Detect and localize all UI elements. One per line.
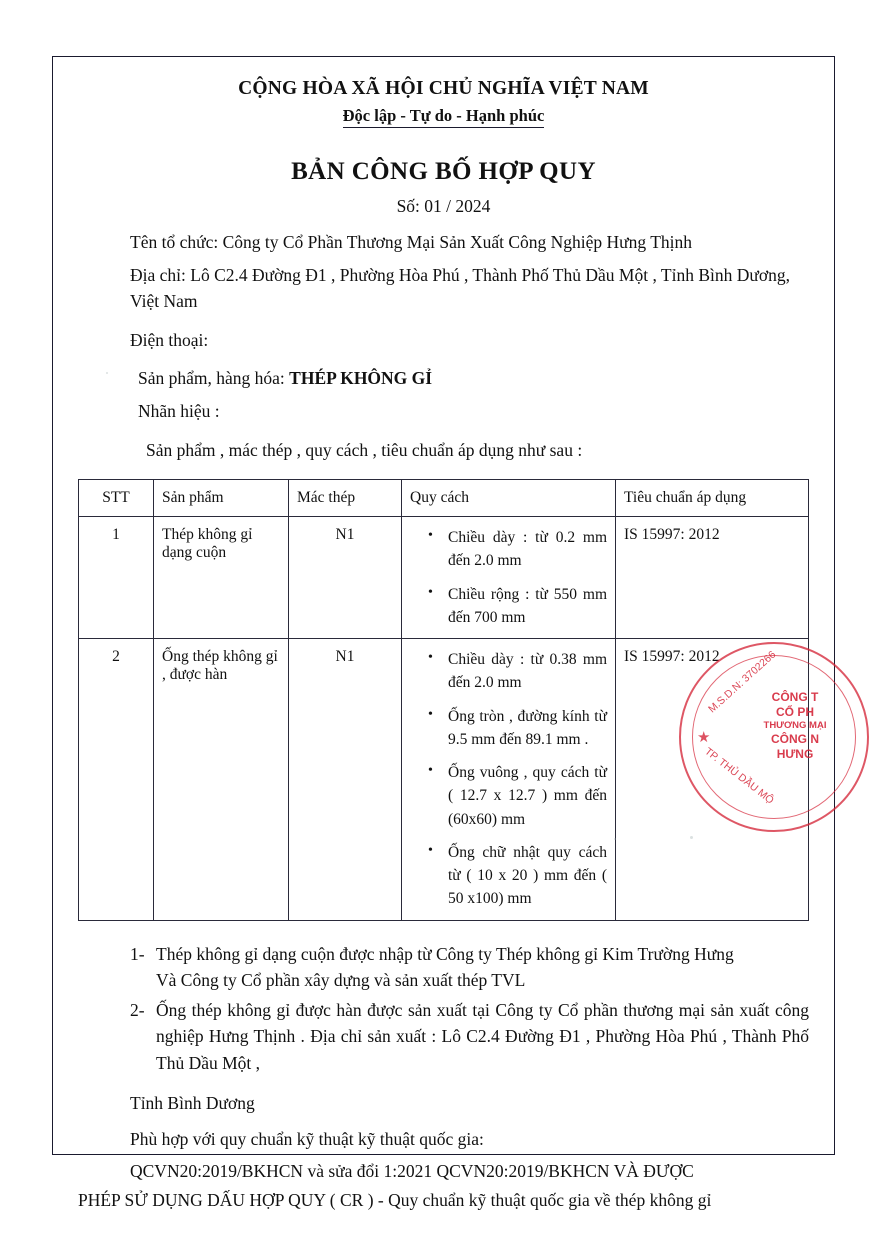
seal-line-4: CÔNG N (771, 731, 819, 746)
note-line: Và Công ty Cổ phần xây dựng và sản xuất thép TVL (156, 969, 526, 990)
org-name-line (78, 229, 809, 256)
brand-label: Nhãn hiệu : (138, 400, 220, 421)
document-title: BẢN CÔNG BỐ HỢP QUY (291, 158, 596, 185)
national-motto: Độc lập - Tự do - Hạnh phúc (343, 106, 545, 128)
spec-item: • Chiều rộng : từ 550 mm đến 700 mm (448, 583, 607, 630)
col-header-grade: Mác thép (289, 480, 402, 517)
footer-block (78, 1090, 809, 1213)
cell-grade: N1 (289, 517, 402, 639)
col-header-product: Sản phẩm (154, 480, 289, 517)
spec-item: • Chiều dày : từ 0.2 mm đến 2.0 mm (448, 526, 607, 573)
note-text (156, 941, 809, 994)
product-line (78, 365, 809, 392)
cell-grade: N1 (289, 639, 402, 921)
brand-line (78, 398, 809, 425)
cell-product: Ống thép không gỉ , được hàn (154, 639, 289, 921)
seal-line-1: CÔNG T (771, 690, 819, 704)
conformity-line-1: QCVN20:2019/BKHCN và sửa đổi 1:2021 QCVN20:2019/BKHCN VÀ ĐƯỢC (130, 1161, 694, 1182)
seal-registration-number: M.S.D.N: 3702266 (706, 648, 779, 716)
scan-speckle (690, 836, 693, 839)
header-block (78, 78, 809, 128)
cell-standard: IS 15997: 2012 (616, 517, 809, 639)
spec-intro: Sản phẩm , mác thép , quy cách , tiêu chuẩn áp dụng như sau : (146, 439, 583, 460)
note-item (78, 997, 809, 1076)
note-number: 2- (130, 1000, 145, 1021)
table-header-row (79, 480, 809, 517)
org-address-value: Lô C2.4 Đường Đ1 , Phường Hòa Phú , Thành Phố Thủ Dầu Một , Tỉnh Bình Dương, Việt Nam (130, 264, 790, 312)
col-header-stt: STT (79, 480, 154, 517)
national-title: CỘNG HÒA XÃ HỘI CHỦ NGHĨA VIỆT NAM (238, 78, 649, 99)
org-address-label: Địa chỉ: (130, 264, 191, 285)
note-line: Thép không gỉ dạng cuộn được nhập từ Công ty Thép không gỉ Kim Trường Hưng (156, 943, 734, 964)
org-name-label: Tên tổ chức: (130, 232, 223, 252)
col-header-spec: Quy cách (402, 480, 616, 517)
cell-product: Thép không gỉ dạng cuộn (154, 517, 289, 639)
table-row (79, 517, 809, 639)
cell-stt: 1 (79, 517, 154, 639)
cell-stt: 2 (79, 639, 154, 921)
table-row (79, 639, 809, 921)
spec-item: • Chiều dày : từ 0.38 mm đến 2.0 mm (448, 648, 607, 695)
document-number: Số: 01 / 2024 (396, 196, 491, 216)
province-line: Tỉnh Bình Dương (130, 1092, 255, 1113)
org-phone-label: Điện thoại: (130, 329, 209, 350)
product-value: THÉP KHÔNG GỈ (289, 368, 433, 389)
spec-item: • Ống chữ nhật quy cách từ ( 10 x 20 ) mm đến ( 50 x100) mm (448, 841, 607, 911)
seal-line-3: THƯƠNG MẠI (763, 720, 827, 731)
cell-spec (402, 639, 616, 921)
spec-item: • Ống vuông , quy cách từ ( 12.7 x 12.7 ) mm đến (60x60) mm (448, 761, 607, 831)
cell-spec (402, 517, 616, 639)
spec-list (410, 526, 607, 629)
scan-speckle (106, 372, 108, 374)
notes-block (78, 941, 809, 1076)
org-address-line (78, 262, 809, 315)
seal-star-icon: ★ (697, 730, 711, 746)
org-name-value: Công ty Cổ Phần Thương Mại Sản Xuất Công Nghiệp Hưng Thịnh (222, 232, 693, 252)
title-block (78, 158, 809, 217)
col-header-standard: Tiêu chuẩn áp dụng (616, 480, 809, 517)
note-text: Ống thép không gỉ được hàn được sản xuất tại Công ty Cổ phần thương mại sản xuất công nghiệp Hưng Thịnh . Địa chỉ sản xuất : Lô C2.4 Đường Đ1 , Phường Hòa Phú , Thành Phố Thủ Dầu Một , (156, 1000, 809, 1073)
note-number: 1- (130, 943, 145, 964)
seal-line-2: CỔ PH (775, 705, 814, 719)
spec-table (78, 479, 809, 921)
spec-item: • Ống tròn , đường kính từ 9.5 mm đến 89.1 mm . (448, 705, 607, 752)
spec-list (410, 648, 607, 911)
seal-line-5: HƯNG (776, 746, 814, 761)
scan-speckle (614, 838, 616, 840)
conformity-line-2: PHÉP SỬ DỤNG DẤU HỢP QUY ( CR ) - Quy chuẩn kỹ thuật quốc gia về thép không gỉ (78, 1189, 712, 1210)
product-label: Sản phẩm, hàng hóa: (138, 368, 290, 389)
conformity-intro: Phù hợp với quy chuẩn kỹ thuật kỹ thuật quốc gia: (130, 1129, 484, 1150)
document-body (52, 56, 835, 1210)
cell-standard: IS 15997: 2012 (616, 639, 809, 921)
seal-city-text: TP. THỦ DẦU MỘ (702, 745, 776, 807)
note-item (78, 941, 809, 994)
org-phone-line (78, 327, 809, 354)
